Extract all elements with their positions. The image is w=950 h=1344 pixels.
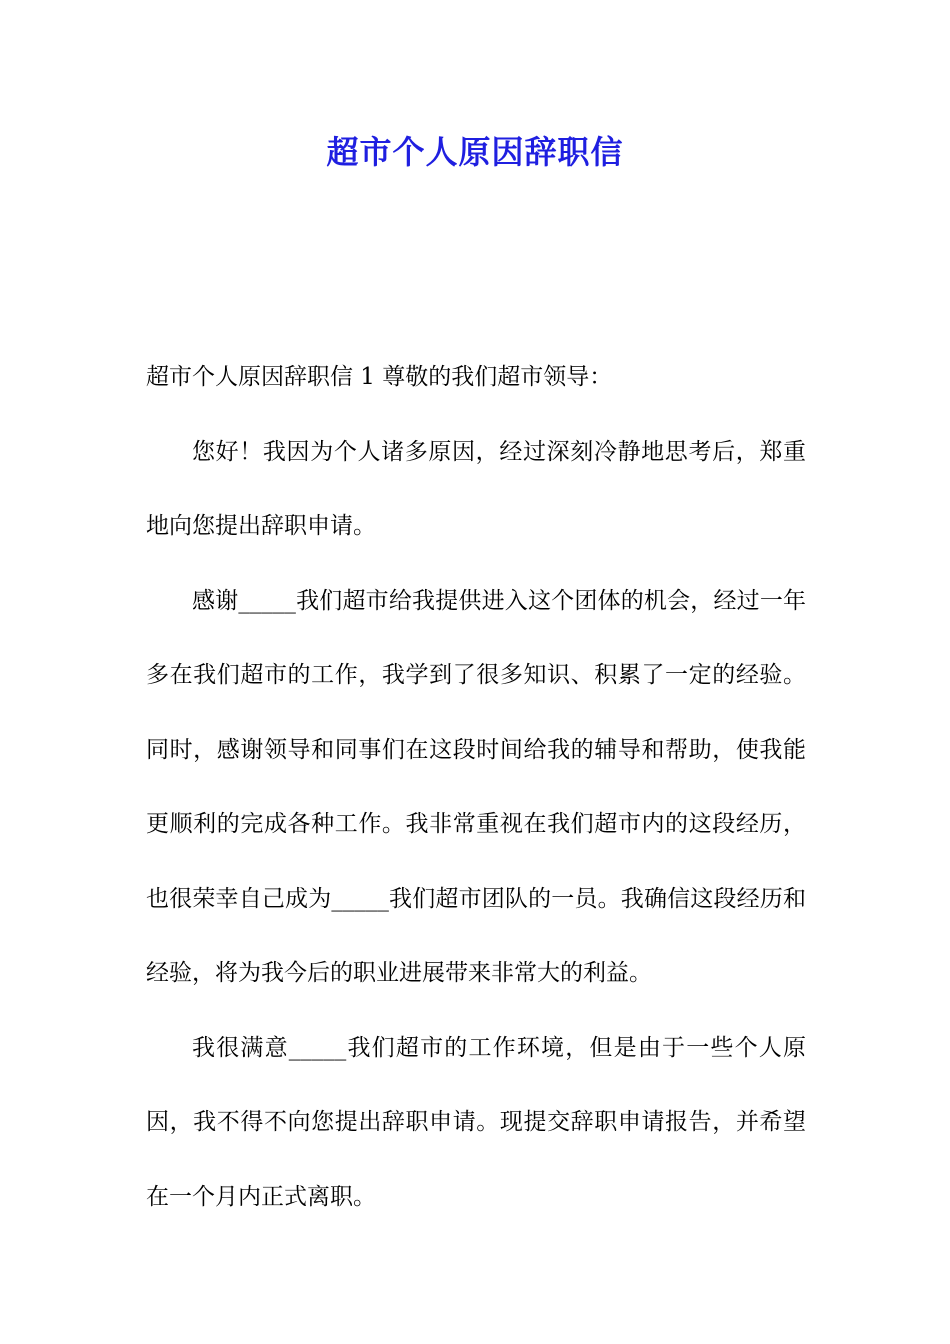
gratitude-paragraph: 感谢_____我们超市给我提供进入这个团体的机会，经过一年多在我们超市的工作，我学到了很多知识、积累了一定的经验。同时，感谢领导和同事们在这段时间给我的辅导和帮助，使我能更顺利的完成各种工作。我非常重视在我们超市内的这段经历，也很荣幸自己成为_____我们超市团队的一员。我确信这段经历和经验，将为我今后的职业进展带来非常大的利益。 [146,587,806,986]
greeting-paragraph: 您好！我因为个人诸多原因，经过深刻冷静地思考后，郑重地向您提出辞职申请。 [146,438,806,539]
resignation-paragraph: 我很满意_____我们超市的工作环境，但是由于一些个人原因，我不得不向您提出辞职申请。现提交辞职申请报告，并希望在一个月内正式离职。 [146,1034,806,1210]
document-title: 超市个人原因辞职信 [326,133,624,171]
salutation-paragraph: 超市个人原因辞职信 1 尊敬的我们超市领导： [146,364,613,390]
document-body [146,340,806,1234]
